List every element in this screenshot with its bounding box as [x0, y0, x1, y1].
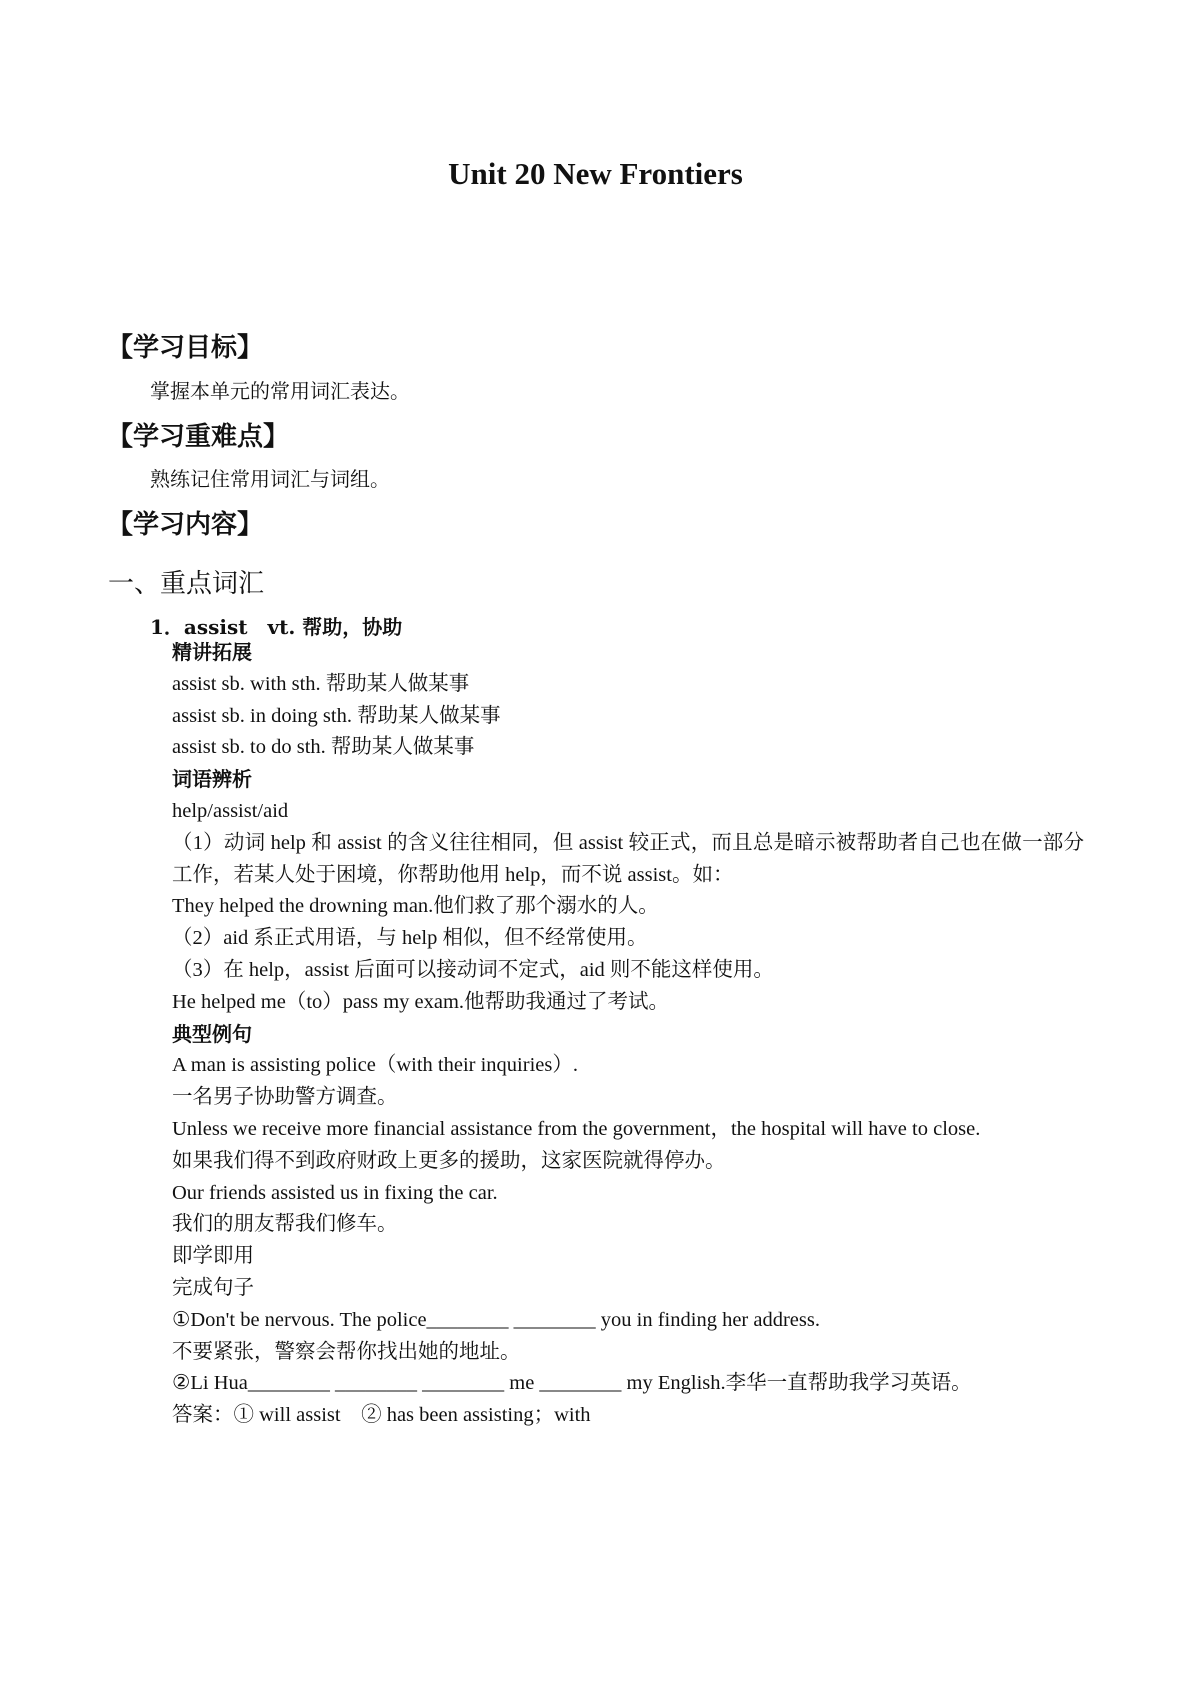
example-line: A man is assisting police（with their inquiries）. — [172, 1054, 578, 1077]
analysis-line: He helped me（to）pass my exam.他帮助我通过了考试。 — [172, 990, 670, 1013]
key-points-heading: 【学习重难点】 — [107, 422, 290, 452]
example-line: 如果我们得不到政府财政上更多的援助，这家医院就得停办。 — [172, 1149, 726, 1172]
expand-label: 精讲拓展 — [172, 640, 252, 664]
phrase-line: assist sb. to do sth. 帮助某人做某事 — [172, 736, 475, 759]
complete-label: 完成句子 — [172, 1276, 254, 1299]
example-line: Our friends assisted us in fixing the car. — [172, 1181, 498, 1204]
phrase-line: assist sb. with sth. 帮助某人做某事 — [172, 672, 470, 695]
content-heading: 【学习内容】 — [107, 510, 264, 540]
objectives-text: 掌握本单元的常用词汇表达。 — [150, 379, 410, 403]
analysis-words: help/assist/aid — [172, 799, 289, 822]
practice-label: 即学即用 — [172, 1245, 254, 1268]
part1-heading: 一、重点词汇 — [108, 569, 265, 599]
page-title: Unit 20 New Frontiers — [448, 156, 743, 191]
item1-title: 1．assist vt. 帮助，协助 — [150, 615, 403, 639]
exercise-line: ①Don't be nervous. The police________ ________ you in finding her address. — [172, 1308, 820, 1331]
exercise-line: ②Li Hua________ ________ ________ me ________ my English.李华一直帮助我学习英语。 — [172, 1372, 972, 1395]
key-points-text: 熟练记住常用词汇与词组。 — [150, 467, 390, 491]
analysis-line: （3）在 help，assist 后面可以接动词不定式，aid 则不能这样使用。 — [172, 958, 774, 981]
example-line: 我们的朋友帮我们修车。 — [172, 1213, 398, 1236]
example-line: 一名男子协助警方调查。 — [172, 1086, 398, 1109]
analysis-line: （2）aid 系正式用语，与 help 相似，但不经常使用。 — [172, 927, 648, 950]
answer-line: 答案：① will assist ② has been assisting；with — [172, 1404, 591, 1427]
examples-label: 典型例句 — [172, 1021, 252, 1046]
example-line: Unless we receive more financial assistance from the government，the hospital will have to close. — [172, 1117, 981, 1140]
objectives-heading: 【学习目标】 — [107, 333, 264, 363]
analysis-label: 词语辨析 — [172, 767, 252, 792]
analysis-line: （1）动词 help 和 assist 的含义往往相同，但 assist 较正式，而且总是暗示被帮助者自己也在做一部分工作，若某人处于困境，你帮助他用 help，而不说 assist。如： — [172, 831, 1084, 886]
phrase-line: assist sb. in doing sth. 帮助某人做某事 — [172, 704, 501, 727]
analysis-line: They helped the drowning man.他们救了那个溺水的人。 — [172, 895, 659, 918]
exercise-line: 不要紧张，警察会帮你找出她的地址。 — [172, 1340, 521, 1363]
item1-body — [172, 637, 1084, 1432]
